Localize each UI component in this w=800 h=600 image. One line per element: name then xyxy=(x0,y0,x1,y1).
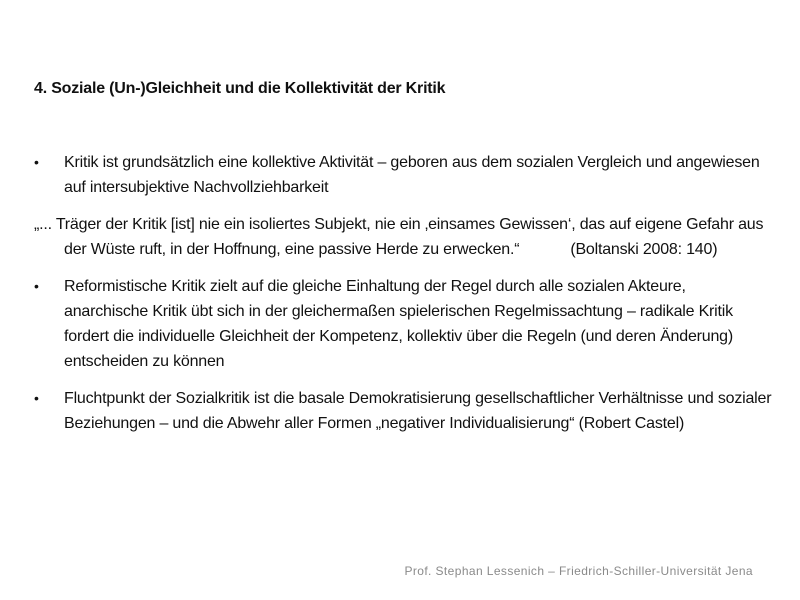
paragraph-text: Kritik ist grundsätzlich eine kollektive Aktivität – geboren aus dem sozialen Vergleich und angewiesen auf intersubjektive Nachvollziehbarkeit xyxy=(64,154,760,196)
quote-paragraph xyxy=(34,212,774,262)
bullet-paragraph-1 xyxy=(34,150,774,200)
bullet-icon: • xyxy=(34,154,39,170)
bullet-paragraph-3 xyxy=(34,386,774,436)
quote-text: „... Träger der Kritik [ist] nie ein isoliertes Subjekt, nie ein ‚einsames Gewissen‘, das auf eigene Gefahr aus der Wüste ruft, in der Hoffnung, eine passive Herde zu erwecken.“ (Boltanski 2008: 140) xyxy=(34,216,768,258)
bullet-paragraph-2 xyxy=(34,274,774,374)
slide-footer: Prof. Stephan Lessenich – Friedrich-Schiller-Universität Jena xyxy=(404,564,753,578)
bullet-icon: • xyxy=(34,390,39,406)
slide-content xyxy=(34,150,774,448)
slide-title: 4. Soziale (Un-)Gleichheit und die Kollektivität der Kritik xyxy=(34,80,446,97)
paragraph-text: Fluchtpunkt der Sozialkritik ist die basale Demokratisierung gesellschaftlicher Verhältnisse und sozialer Beziehungen – und die Abwehr aller Formen „negativer Individualisierung“ (Robert Castel) xyxy=(64,390,772,432)
bullet-icon: • xyxy=(34,278,39,294)
paragraph-text: Reformistische Kritik zielt auf die gleiche Einhaltung der Regel durch alle sozialen Akteure, anarchische Kritik übt sich in der gleichermaßen spielerischen Regelmissachtung – radikale Kritik fordert die individuelle Gleichheit der Kompetenz, kollektiv über die Regeln (und deren Änderung) entscheiden zu können xyxy=(64,278,734,370)
